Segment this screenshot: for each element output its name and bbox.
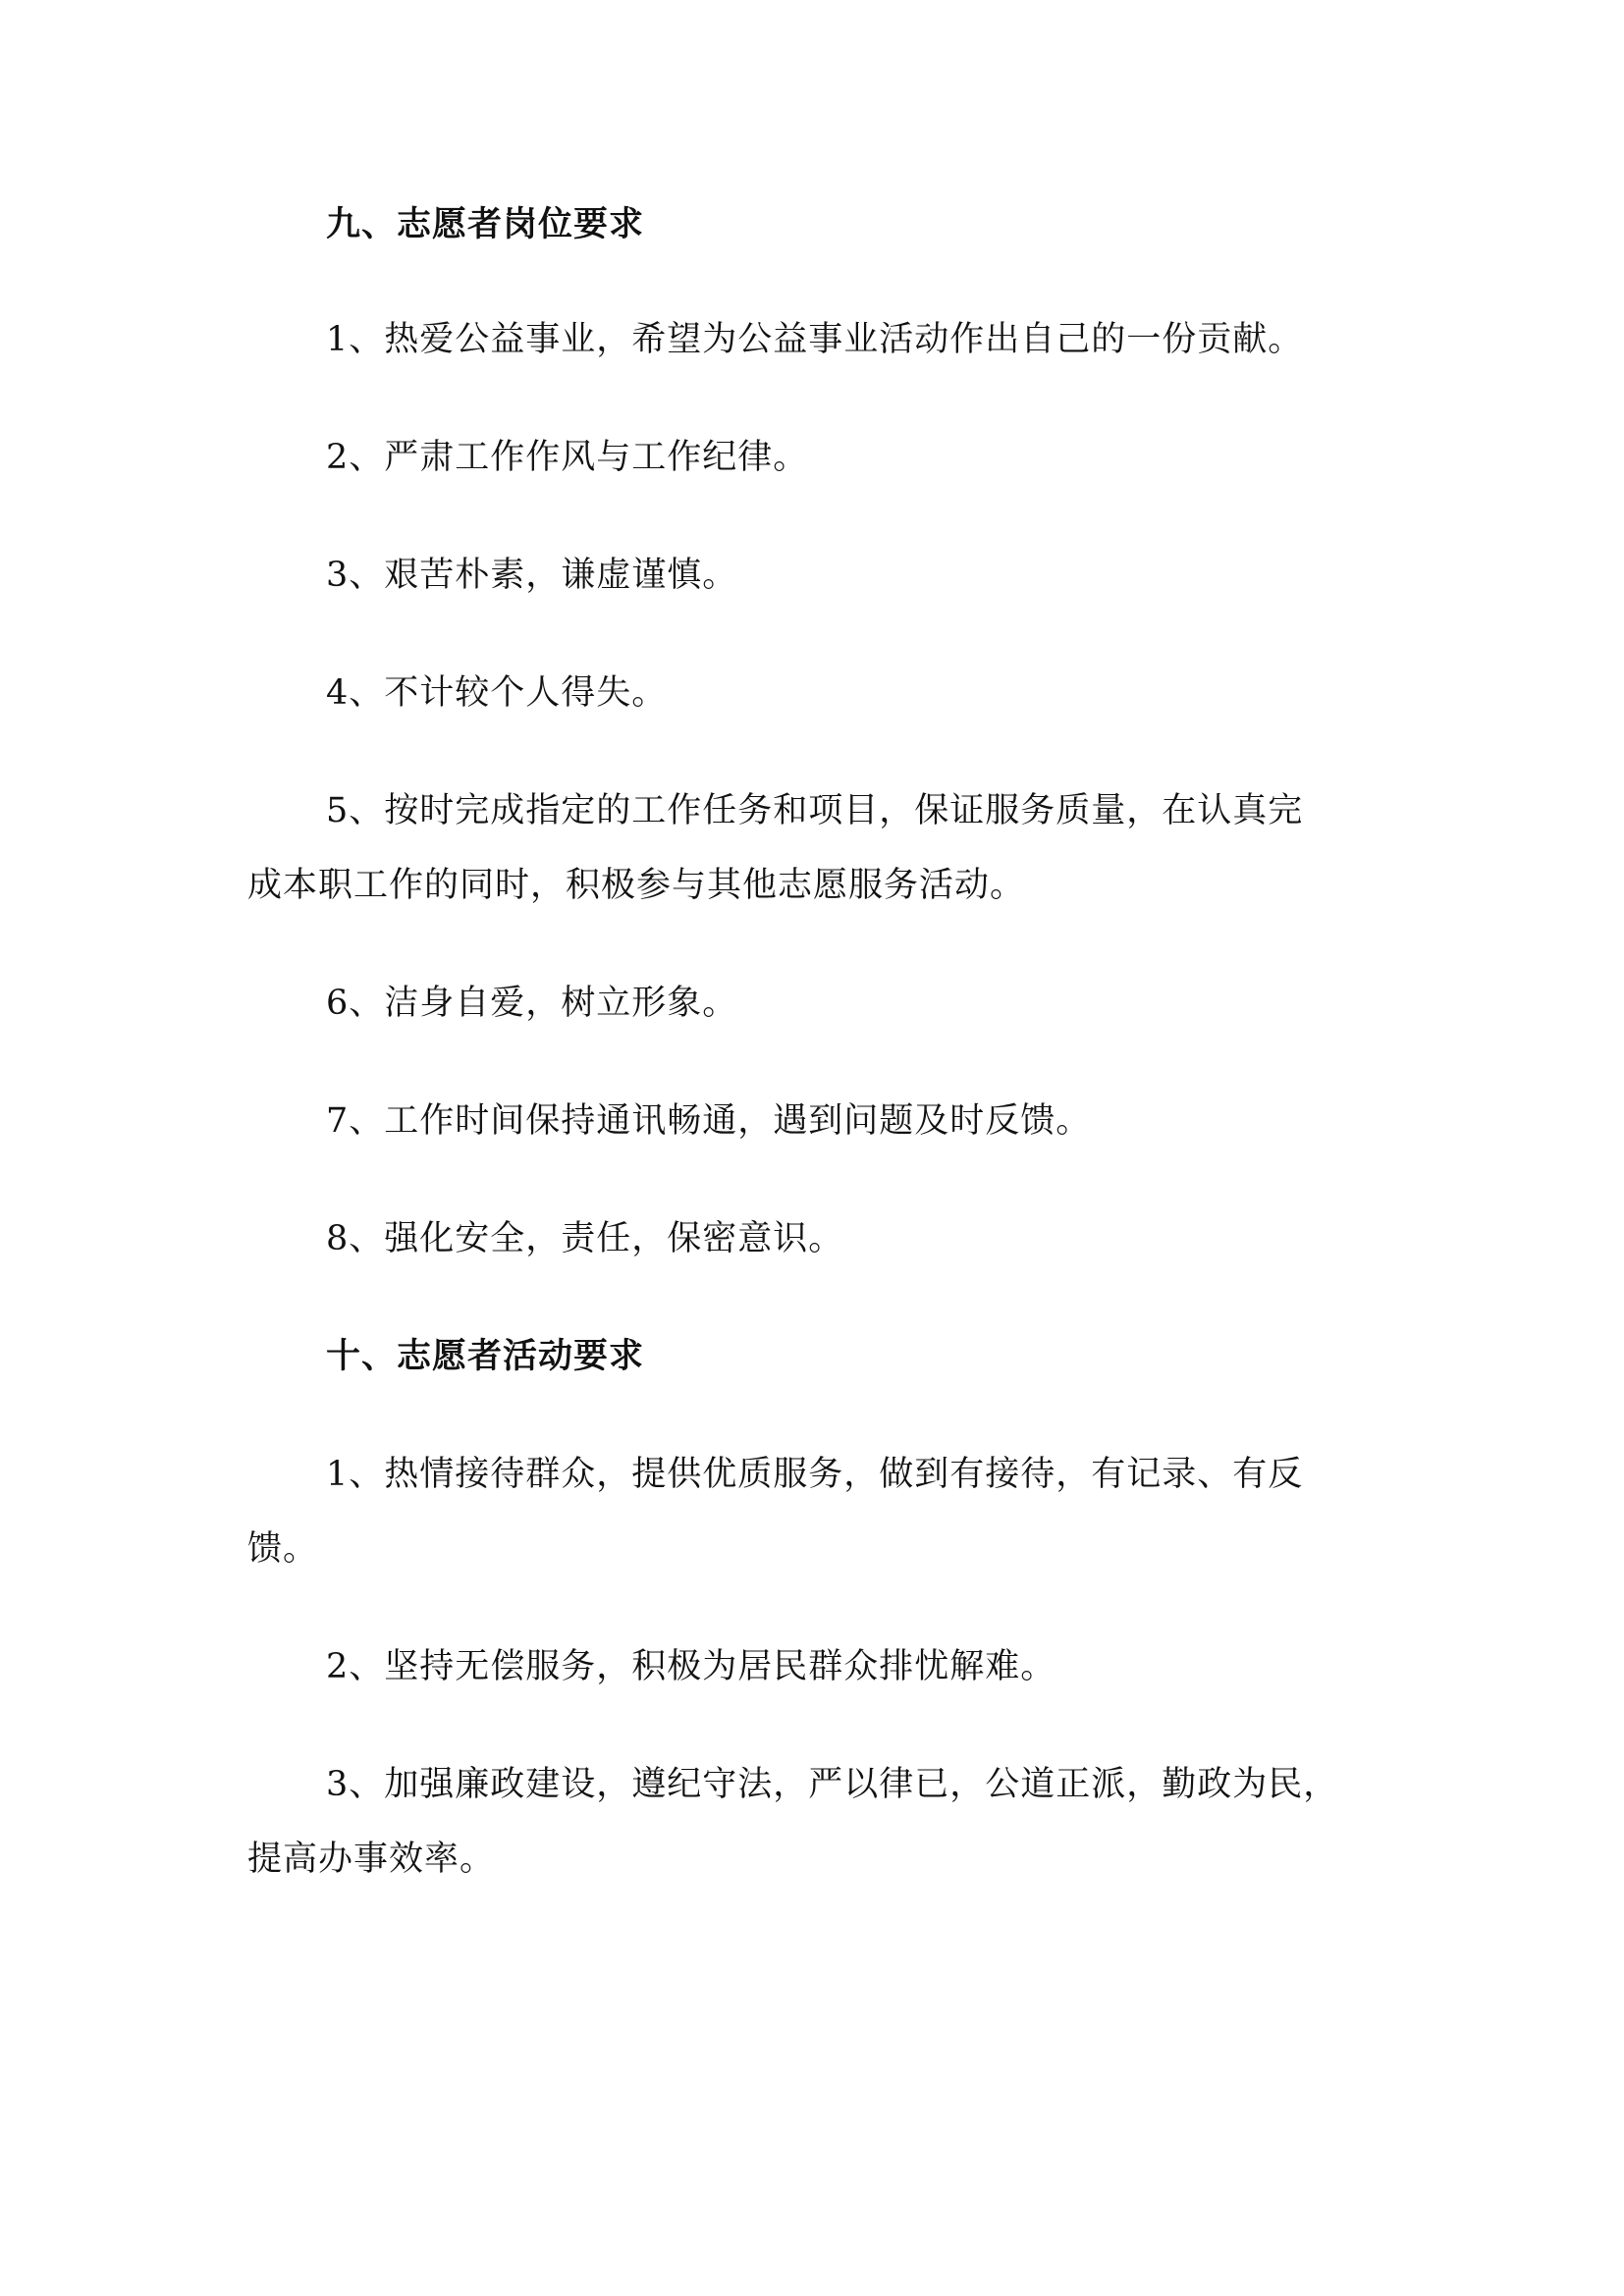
list-item-9-3: 3、艰苦朴素，谦虚谨慎。 xyxy=(326,556,738,595)
list-item-9-8: 8、强化安全，责任，保密意识。 xyxy=(326,1219,844,1258)
list-item-9-6: 6、洁身自爱，树立形象。 xyxy=(326,984,738,1023)
list-item-10-3-line-1: 3、加强廉政建设，遵纪守法，严以律已，公道正派，勤政为民， xyxy=(326,1765,1339,1804)
list-item-10-3-line-2: 提高办事效率。 xyxy=(247,1840,496,1879)
section-heading-10: 十、志愿者活动要求 xyxy=(326,1337,645,1376)
list-item-9-5-line-2: 成本职工作的同时，积极参与其他志愿服务活动。 xyxy=(247,866,1026,905)
section-heading-9: 九、志愿者岗位要求 xyxy=(326,205,645,244)
list-item-10-1-line-1: 1、热情接待群众，提供优质服务，做到有接待，有记录、有反 xyxy=(326,1455,1304,1494)
list-item-9-5-line-1: 5、按时完成指定的工作任务和项目，保证服务质量，在认真完 xyxy=(326,791,1304,830)
list-item-10-1-line-2: 馈。 xyxy=(247,1529,319,1569)
list-item-10-2: 2、坚持无偿服务，积极为居民群众排忧解难。 xyxy=(326,1647,1056,1686)
list-item-9-2: 2、严肃工作作风与工作纪律。 xyxy=(326,438,809,477)
list-item-9-1: 1、热爱公益事业，希望为公益事业活动作出自己的一份贡献。 xyxy=(326,320,1304,359)
list-item-9-7: 7、工作时间保持通讯畅通，遇到问题及时反馈。 xyxy=(326,1101,1092,1141)
list-item-9-4: 4、不计较个人得失。 xyxy=(326,673,668,713)
